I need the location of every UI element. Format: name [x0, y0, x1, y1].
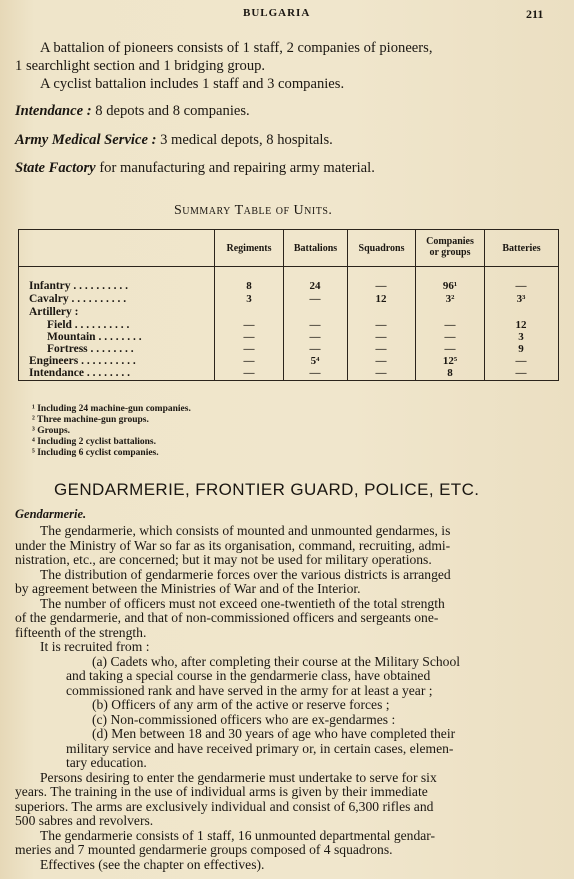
table-cell: —: [243, 343, 255, 355]
column-header-squadrons: Squadrons: [358, 243, 405, 254]
medical-label: Army Medical Service :: [15, 132, 157, 148]
intro-line-1: A battalion of pioneers consists of 1 staff, 2 companies of pioneers,: [40, 40, 433, 56]
body-line: by agreement between the Ministries of War and of the Interior.: [15, 581, 361, 596]
body-line: (b) Officers of any arm of the active or reserve forces ;: [92, 697, 390, 712]
table-cell: —: [444, 319, 456, 331]
body-line: years. The training in the use of individual arms is given by their immediate: [15, 784, 428, 799]
table-cell: 12⁵: [442, 355, 458, 367]
body-line: The gendarmerie, which consists of mounted and unmounted gendarmes, is: [40, 523, 451, 538]
body-line: Effectives (see the chapter on effectives).: [40, 856, 265, 872]
page-number: 211: [526, 7, 544, 21]
body-line: (a) Cadets who, after completing their course at the Military School: [92, 653, 461, 669]
column-header-companies-line2: or groups: [429, 247, 471, 258]
row-label: Engineers . . . . . . . . . .: [29, 355, 136, 367]
footnote: ⁴ Including 2 cyclist battalions.: [32, 437, 156, 447]
table-cell: —: [375, 319, 387, 331]
body-line: tary education.: [66, 755, 147, 770]
row-label: Infantry . . . . . . . . . .: [29, 280, 129, 292]
factory-text: for manufacturing and repairing army material.: [95, 160, 375, 176]
table-cell: —: [309, 319, 321, 331]
table-cell: —: [375, 343, 387, 355]
factory-label: State Factory: [15, 160, 96, 176]
table-cell: 9: [518, 343, 524, 355]
row-label: Fortress . . . . . . . .: [47, 343, 134, 355]
body-line: The gendarmerie consists of 1 staff, 16 unmounted departmental gendar-: [40, 827, 436, 843]
intendance-label: Intendance :: [15, 103, 92, 119]
table-cell: 3³: [516, 293, 526, 305]
body-line: The number of officers must not exceed one-twentieth of the total strength: [40, 595, 445, 611]
medical-line: [15, 132, 333, 149]
footnote: ¹ Including 24 machine-gun companies.: [32, 404, 191, 414]
body-line: superiors. The arms are exclusively individual and consist of 6,300 rifles and: [15, 798, 434, 814]
intro-line-3: A cyclist battalion includes 1 staff and 3 companies.: [40, 76, 345, 92]
table-cell: —: [243, 331, 255, 343]
body-line: It is recruited from :: [40, 639, 150, 654]
table-cell: —: [375, 355, 387, 367]
body-line: under the Ministry of War so far as its organisation, command, recruiting, admi-: [15, 537, 451, 553]
table-cell: —: [309, 367, 321, 379]
section-subheading: Gendarmerie.: [15, 507, 87, 521]
table-cell: —: [515, 367, 527, 379]
medical-text: 3 medical depots, 8 hospitals.: [156, 132, 333, 148]
table-cell: —: [243, 367, 255, 379]
row-label: Artillery :: [29, 306, 79, 318]
row-label: Intendance . . . . . . . .: [29, 367, 130, 379]
intro-line-2: 1 searchlight section and 1 bridging group.: [15, 58, 266, 74]
table-cell: —: [375, 331, 387, 343]
body-line: of the gendarmerie, and that of non-commissioned officers and sergeants one-: [15, 610, 439, 625]
body-line: 500 sabres and revolvers.: [15, 813, 154, 828]
column-header-regiments: Regiments: [226, 243, 272, 254]
column-header-companies-line1: Companies: [426, 236, 474, 247]
body-line: Persons desiring to enter the gendarmerie must undertake to serve for six: [40, 769, 437, 785]
table-cell: 3: [246, 293, 252, 305]
body-line: nistration, etc., are concerned; but it may not be used for military operations.: [15, 552, 432, 567]
table-cell: 24: [309, 280, 321, 292]
body-line: (d) Men between 18 and 30 years of age who have completed their: [92, 726, 456, 741]
row-label: Mountain . . . . . . . .: [47, 331, 142, 343]
table-cell: —: [375, 280, 387, 292]
intendance-line: [15, 103, 250, 120]
body-line: (c) Non-commissioned officers who are ex-gendarmes :: [92, 711, 396, 727]
body-line: and taking a special course in the gendarmerie class, have obtained: [66, 668, 431, 683]
table-cell: —: [309, 293, 321, 305]
footnote: ⁵ Including 6 cyclist companies.: [32, 448, 159, 458]
table-cell: —: [309, 343, 321, 355]
table-cell: 12: [375, 293, 387, 305]
body-line: fifteenth of the strength.: [15, 624, 147, 640]
table-cell: —: [243, 319, 255, 331]
table-title: Summary Table of Units.: [174, 203, 333, 218]
table-cell: 5⁴: [310, 355, 320, 367]
footnote: ³ Groups.: [32, 426, 71, 436]
table-cell: —: [243, 355, 255, 367]
footnote: ² Three machine-gun groups.: [32, 415, 149, 425]
body-line: commissioned rank and have served in the army for at least a year ;: [66, 682, 433, 698]
table-cell: 12: [515, 319, 527, 331]
summary-table: [18, 229, 559, 381]
table-cell: —: [515, 355, 527, 367]
body-line: meries and 7 mounted gendarmerie groups composed of 4 squadrons.: [15, 842, 393, 857]
table-cell: —: [444, 343, 456, 355]
table-cell: 96¹: [442, 280, 458, 292]
row-label: Cavalry . . . . . . . . . .: [29, 293, 127, 305]
row-label: Field . . . . . . . . . .: [47, 319, 130, 331]
table-cell: 8: [246, 280, 252, 292]
table-cell: 8: [447, 367, 453, 379]
table-cell: 3²: [445, 293, 455, 305]
body-line: The distribution of gendarmerie forces over the various districts is arranged: [40, 566, 451, 582]
table-cell: —: [375, 367, 387, 379]
section-heading: GENDARMERIE, FRONTIER GUARD, POLICE, ETC.: [54, 480, 480, 499]
body-line: military service and have received primary or, in certain cases, elemen-: [66, 740, 454, 756]
table-cell: 3: [518, 331, 524, 343]
running-header: BULGARIA: [243, 7, 311, 19]
intendance-text: 8 depots and 8 companies.: [91, 103, 250, 119]
column-header-battalions: Battalions: [293, 243, 338, 254]
column-header-batteries: Batteries: [502, 243, 541, 254]
table-header-rule: [19, 266, 558, 267]
table-cell: —: [309, 331, 321, 343]
table-cell: —: [444, 331, 456, 343]
table-cell: —: [515, 280, 527, 292]
column-header-companies: [416, 236, 484, 258]
factory-line: [15, 160, 375, 177]
